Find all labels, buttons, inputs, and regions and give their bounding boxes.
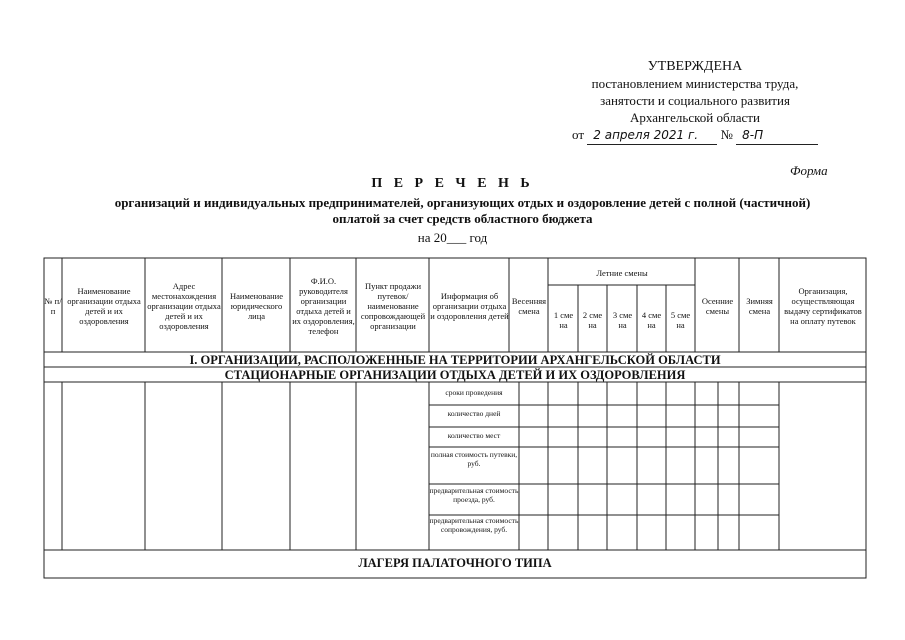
header-spring: Весенняя смена [511,296,547,316]
header-legal-name: Наименование юридического лица [230,291,283,321]
subsection-stationary: СТАЦИОНАРНЫЕ ОРГАНИЗАЦИИ ОТДЫХА ДЕТЕЙ И ИХ ОЗДОРОВЛЕНИЯ [224,368,686,382]
approval-title: УТВЕРЖДЕНА [647,59,743,74]
approval-date-line [572,126,832,145]
approval-number: 8-П [736,127,818,145]
header-director: Ф.И.О. руководителя организации отдыха детей и их оздоровления, телефон [292,276,355,336]
number-prefix: № [720,127,733,142]
header-summer-shift-4: 4 сме на [641,310,662,330]
year-line: на 20___ год [417,230,488,245]
info-row-label: количество мест [447,431,501,440]
header-address: Адрес местонахождения организации отдыха детей и их оздоровления [147,281,221,331]
info-row-label: полная стоимость путевки, руб. [430,450,518,468]
info-row-label: предварительная стоимость проезда, руб. [429,486,519,504]
approval-date: 2 апреля 2021 г. [587,127,717,145]
subtitle-line-1: организаций и индивидуальных предпринимателей, организующих отдых и оздоровление детей с полной (частичной) [114,195,811,210]
approval-line-3: Архангельской области [630,110,760,125]
info-row-label: предварительная стоимость сопровождения, руб. [429,516,519,534]
header-summer-shift-5: 5 сме на [670,310,691,330]
date-prefix: от [572,127,585,142]
approval-block [560,58,830,142]
form-label: Форма [790,163,828,178]
document-subtitle [40,195,885,227]
section-title: I. ОРГАНИЗАЦИИ, РАСПОЛОЖЕННЫЕ НА ТЕРРИТОРИИ АРХАНГЕЛЬСКОЙ ОБЛАСТИ [189,353,721,367]
header-autumn: Осенние смены [701,296,734,316]
info-row-label: количество дней [447,409,501,418]
header-number: № п/ п [44,296,62,316]
header-certificates: Организация, осуществляющая выдачу сертификатов на оплату путевок [784,286,862,326]
header-summer-shift-3: 3 сме на [612,310,633,330]
header-winter: Зимняя смена [746,296,773,316]
header-summer-shift-1: 1 сме на [553,310,574,330]
subtitle-line-2: оплатой за счет средств областного бюджета [332,211,593,226]
header-sale-point: Пункт продажи путевок/ наименование сопровождающей организации [360,281,426,331]
subsection-tent-camps: ЛАГЕРЯ ПАЛАТОЧНОГО ТИПА [358,556,552,570]
header-org-name: Наименование организации отдыха детей и их оздоровления [67,286,141,326]
document-title: П Е Р Е Ч Е Н Ь [371,176,534,191]
header-info: Информация об организации отдыха и оздоровления детей [430,291,509,321]
approval-line-1: постановлением министерства труда, [591,76,799,91]
header-summer-shift-2: 2 сме на [582,310,603,330]
header-summer: Летние смены [596,268,648,278]
approval-line-2: занятости и социального развития [600,93,790,108]
info-row-label: сроки проведения [445,388,503,397]
